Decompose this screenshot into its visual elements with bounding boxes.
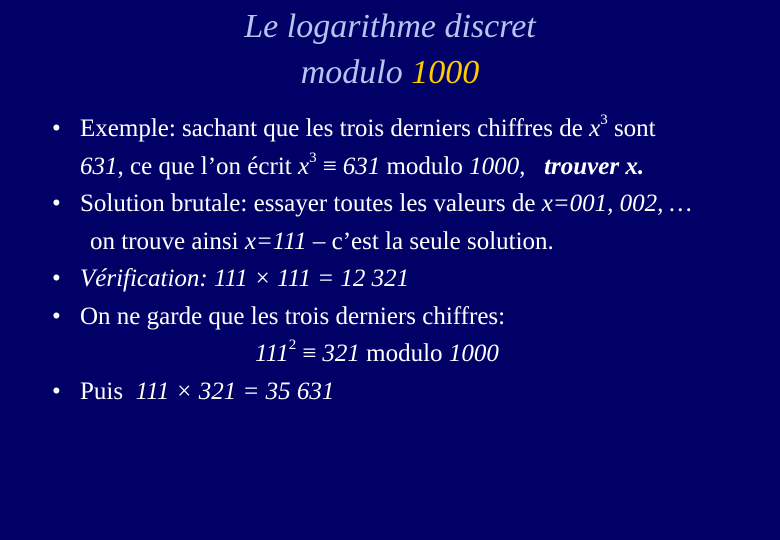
- bullet-list: [52, 110, 752, 410]
- value: 631: [80, 152, 118, 180]
- text: – c’est la seule solution.: [306, 227, 554, 255]
- bullet-marker: •: [52, 115, 61, 142]
- values-list: x=001, 002, …: [541, 190, 692, 217]
- solution: x=111: [244, 227, 307, 255]
- text: Puis: [80, 377, 130, 405]
- bullet-marker: •: [52, 190, 61, 217]
- value: 321: [322, 340, 360, 367]
- value: 111: [255, 340, 289, 367]
- centered-equation: [80, 335, 752, 373]
- bullet-item-then: [52, 373, 752, 411]
- text: Exemple: sachant que les trois derniers chiffres de: [80, 115, 590, 142]
- title-line-2: [0, 50, 780, 96]
- exponent: 2: [288, 337, 297, 353]
- text: On ne garde que les trois derniers chiffres:: [80, 302, 506, 330]
- title-line-1: Le logarithme discret: [244, 8, 536, 45]
- value: 631: [342, 152, 381, 180]
- text: Solution brutale: essayer toutes les valeurs de: [80, 190, 542, 217]
- var-x: x: [589, 115, 601, 142]
- title-modulo-number: 1000: [411, 54, 480, 91]
- verification-text: Vérification: 111 × 111 = 12 321: [80, 265, 410, 292]
- value: 1000,: [469, 152, 526, 180]
- text: sont: [607, 115, 656, 142]
- text: modulo: [359, 340, 449, 367]
- value: 1000: [448, 340, 499, 367]
- text: on trouve ainsi: [90, 227, 245, 255]
- title-modulo-text: modulo: [300, 54, 412, 91]
- bullet-item-example: [52, 110, 752, 185]
- bullet-item-last-digits: [52, 298, 752, 373]
- equation: 111 × 321 = 35 631: [135, 377, 335, 405]
- congruence-symbol: ≡: [322, 152, 337, 180]
- congruence-symbol: ≡: [302, 340, 317, 367]
- exponent: 3: [309, 149, 317, 166]
- bullet-item-verification: [52, 260, 752, 298]
- text: modulo: [380, 152, 470, 180]
- exponent: 3: [600, 112, 608, 128]
- bullet-marker: •: [52, 377, 61, 405]
- task-text: trouver x.: [544, 152, 645, 180]
- var-x: x: [297, 152, 310, 180]
- continuation-line: [80, 223, 752, 261]
- bullet-marker: •: [52, 265, 61, 292]
- text: , ce que l’on écrit: [117, 152, 298, 180]
- bullet-marker: •: [52, 302, 61, 330]
- slide-title: [0, 4, 780, 96]
- bullet-item-brute-force: [52, 185, 752, 260]
